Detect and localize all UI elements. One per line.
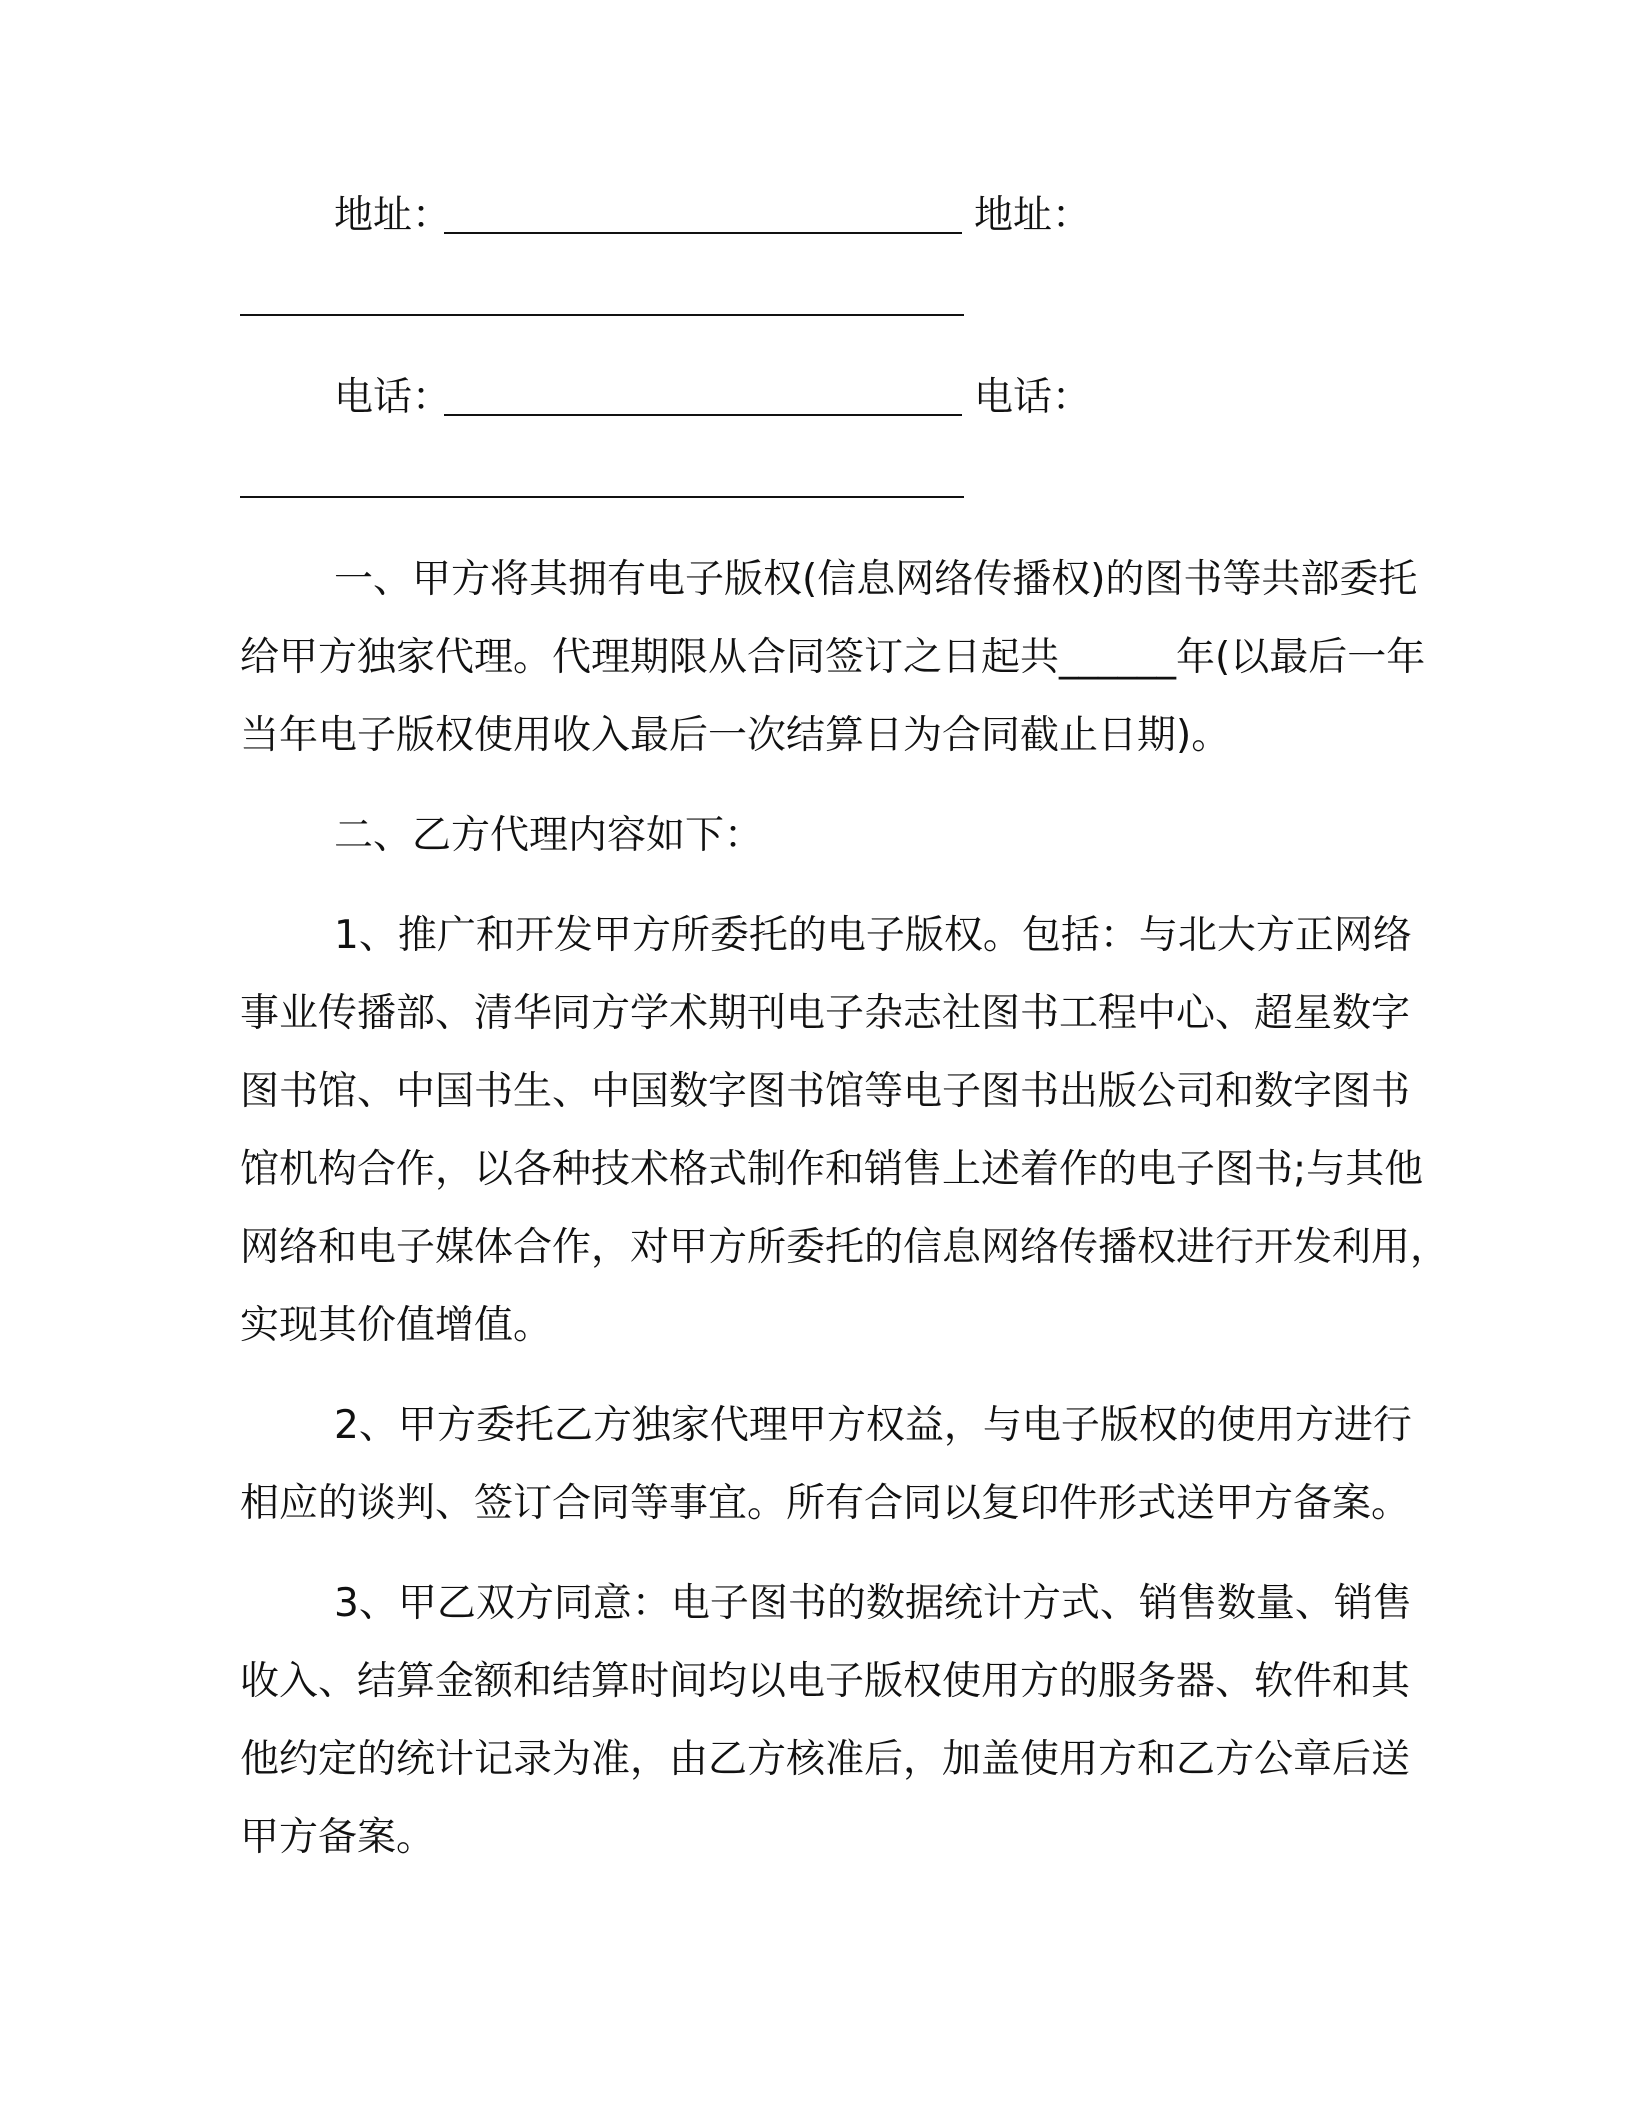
phone-label-party-b: 电话： (974, 375, 1092, 420)
phone-blank-party-b (240, 496, 964, 498)
address-label-party-a: 地址： (334, 193, 452, 238)
paragraph-3-line-3: 图书馆、中国书生、中国数字图书馆等电子图书出版公司和数字图书 (240, 1069, 1411, 1114)
paragraph-3-line-2: 事业传播部、清华同方学术期刊电子杂志社图书工程中心、超星数字 (240, 991, 1411, 1036)
phone-blank-party-a (444, 414, 962, 416)
paragraph-3-line-6: 实现其价值增值。 (240, 1303, 553, 1348)
paragraph-5-line-2: 收入、结算金额和结算时间均以电子版权使用方的服务器、软件和其 (240, 1659, 1411, 1704)
paragraph-5-line-3: 他约定的统计记录为准，由乙方核准后，加盖使用方和乙方公章后送 (240, 1737, 1411, 1782)
paragraph-5-line-1: 3、甲乙双方同意：电子图书的数据统计方式、销售数量、销售 (334, 1581, 1412, 1626)
address-blank-party-b (240, 314, 964, 316)
paragraph-3-line-5: 网络和电子媒体合作，对甲方所委托的信息网络传播权进行开发利用， (240, 1225, 1450, 1270)
paragraph-1-line-3: 当年电子版权使用收入最后一次结算日为合同截止日期)。 (240, 713, 1231, 758)
paragraph-3-line-4: 馆机构合作，以各种技术格式制作和销售上述着作的电子图书;与其他 (240, 1147, 1424, 1192)
paragraph-1-line-2: 给甲方独家代理。代理期限从合同签订之日起共______年(以最后一年 (240, 635, 1426, 680)
address-blank-party-a (444, 232, 962, 234)
paragraph-5-line-4: 甲方备案。 (240, 1815, 436, 1860)
paragraph-2-line-1: 二、乙方代理内容如下： (334, 813, 764, 858)
paragraph-1-line-1: 一、甲方将其拥有电子版权(信息网络传播权)的图书等共部委托 (334, 557, 1418, 602)
address-label-party-b: 地址： (974, 193, 1092, 238)
paragraph-4-line-1: 2、甲方委托乙方独家代理甲方权益，与电子版权的使用方进行 (334, 1403, 1412, 1448)
paragraph-3-line-1: 1、推广和开发甲方所委托的电子版权。包括：与北大方正网络 (334, 913, 1412, 958)
paragraph-4-line-2: 相应的谈判、签订合同等事宜。所有合同以复印件形式送甲方备案。 (240, 1481, 1411, 1526)
phone-label-party-a: 电话： (334, 375, 452, 420)
